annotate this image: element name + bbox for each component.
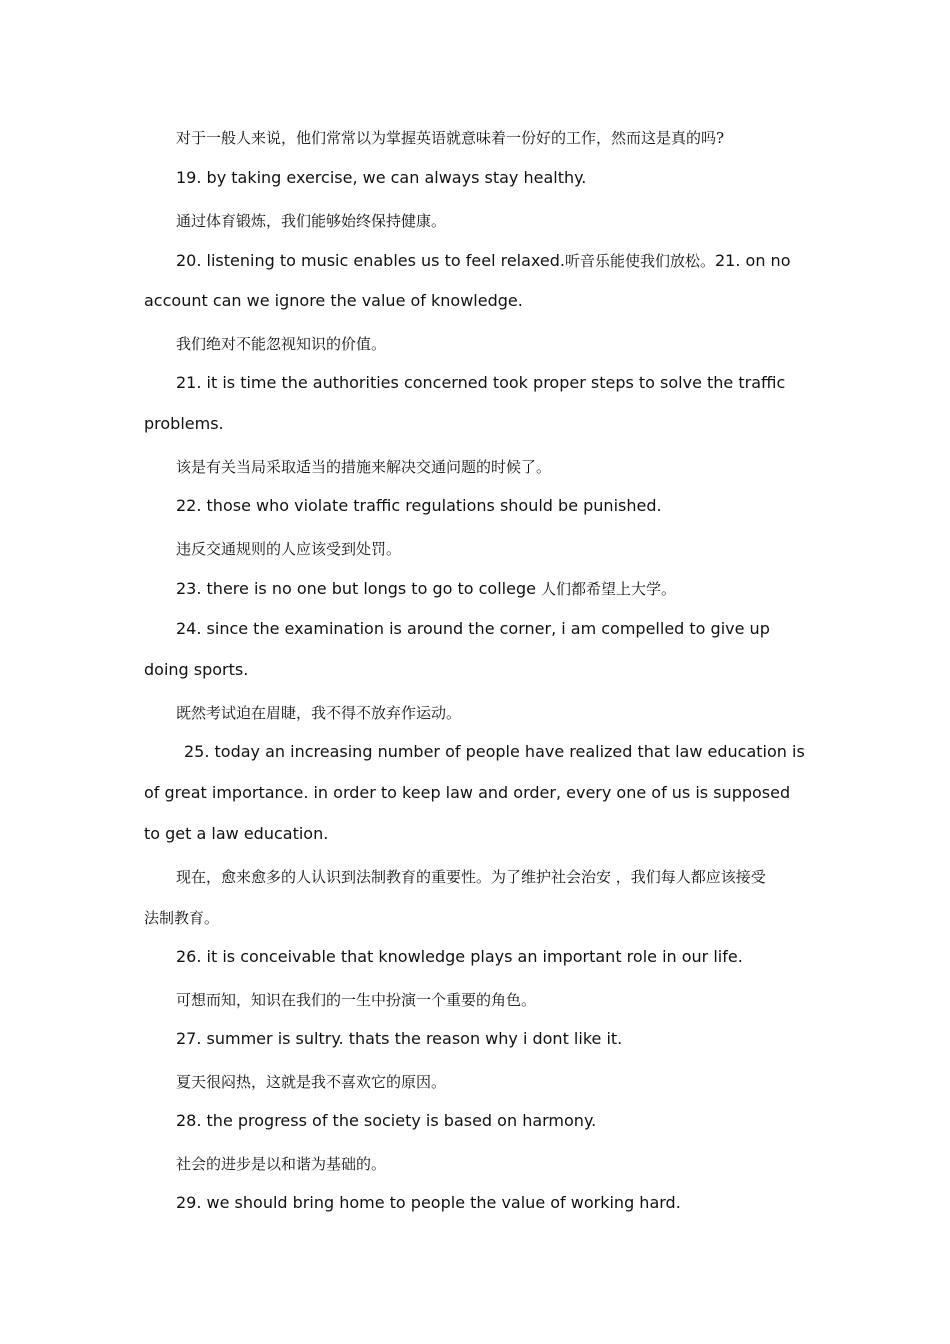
text-line: 现在，愈来愈多的人认识到法制教育的重要性。为了维护社会治安 ，我们每人都应该接受: [176, 868, 766, 886]
text-line: [144, 250, 814, 271]
text-line: 26. it is conceivable that knowledge plays an important role in our life.: [176, 947, 743, 966]
text-line: 既然考试迫在眉睫，我不得不放弃作运动。: [176, 704, 462, 722]
text-line: of great importance. in order to keep law and order, every one of us is supposed: [144, 783, 791, 802]
text-segment: 人们都希望上大学。: [541, 580, 677, 598]
text-line: 22. those who violate traffic regulations should be punished.: [176, 496, 662, 515]
text-line: 29. we should bring home to people the value of working hard.: [176, 1193, 681, 1212]
text-line: 我们绝对不能忽视知识的价值。: [176, 335, 387, 353]
text-line: [144, 578, 814, 599]
text-line: 19. by taking exercise, we can always stay healthy.: [176, 168, 587, 187]
text-line: 28. the progress of the society is based on harmony.: [176, 1111, 597, 1130]
text-line: problems.: [144, 414, 224, 433]
text-line: 夏天很闷热，这就是我不喜欢它的原因。: [176, 1073, 447, 1091]
text-line: account can we ignore the value of knowledge.: [144, 291, 523, 310]
text-line: 社会的进步是以和谐为基础的。: [176, 1155, 387, 1173]
text-line: to get a law education.: [144, 824, 329, 843]
text-line: 违反交通规则的人应该受到处罚。: [176, 540, 402, 558]
text-line: 21. it is time the authorities concerned took proper steps to solve the traffic: [176, 373, 786, 392]
text-segment: 20. listening to music enables us to feel relaxed.: [176, 251, 565, 270]
text-line: 24. since the examination is around the corner, i am compelled to give up: [176, 619, 770, 638]
text-line: 27. summer is sultry. thats the reason why i dont like it.: [176, 1029, 623, 1048]
text-line: 法制教育。: [144, 909, 220, 927]
text-line: doing sports.: [144, 660, 249, 679]
text-line: 可想而知，知识在我们的一生中扮演一个重要的角色。: [176, 991, 537, 1009]
text-line: 通过体育锻炼，我们能够始终保持健康。: [176, 212, 447, 230]
text-segment: 23. there is no one but longs to go to college: [176, 579, 542, 598]
text-line: 25. today an increasing number of people have realized that law education is: [184, 742, 805, 761]
text-line: 该是有关当局采取适当的措施来解决交通问题的时候了。: [176, 458, 552, 476]
text-segment: 21. on no: [715, 251, 791, 270]
text-line: 对于一般人来说，他们常常以为掌握英语就意味着一份好的工作，然而这是真的吗?: [176, 129, 725, 147]
text-segment: 听音乐能使我们放松。: [564, 252, 715, 270]
